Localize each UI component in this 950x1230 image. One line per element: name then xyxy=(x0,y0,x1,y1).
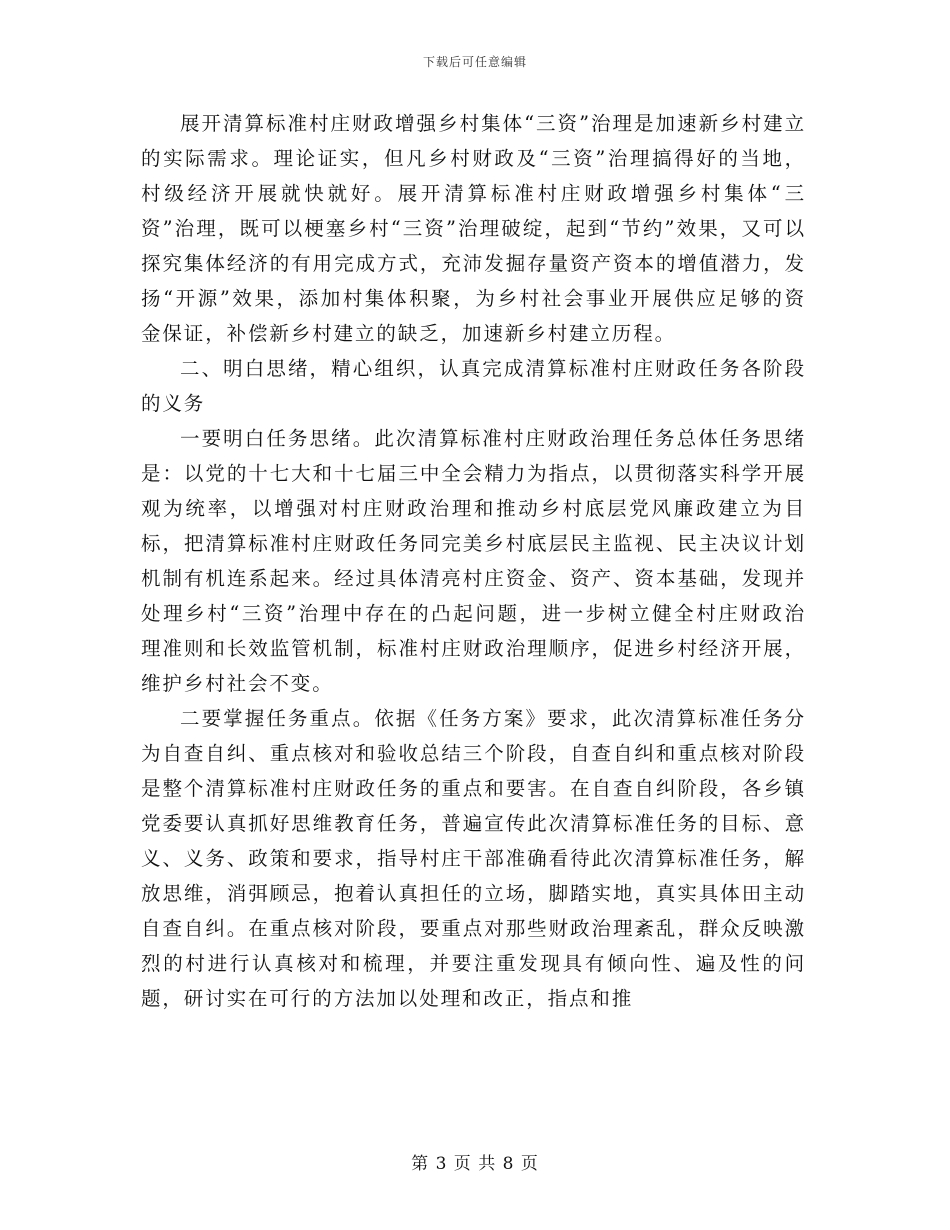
document-body xyxy=(141,106,806,1016)
page-header: 下载后可任意编辑 xyxy=(422,55,527,69)
paragraph-1: 展开清算标准村庄财政增强乡村集体“三资”治理是加速新乡村建立的实际需求。理论证实，但凡乡村财政及“三资”治理搞得好的当地，村级经济开展就快就好。展开清算标准村庄财政增强乡村集体“三资”治理，既可以梗塞乡村“三资”治理破绽，起到“节约”效果，又可以探究集体经济的有用完成方式，充沛发掘存量资产资本的增值潜力，发扬“开源”效果，添加村集体积聚，为乡村社会事业开展供应足够的资金保证，补偿新乡村建立的缺乏，加速新乡村建立历程。 xyxy=(141,112,806,345)
paragraph-3: 二要掌握任务重点。依据《任务方案》要求，此次清算标准任务分为自查自纠、重点核对和验收总结三个阶段，自查自纠和重点核对阶段是整个清算标准村庄财政任务的重点和要害。在自查自纠阶段，各乡镇党委要认真抓好思维教育任务，普遍宣传此次清算标准任务的目标、意义、义务、政策和要求，指导村庄干部准确看待此次清算标准任务，解放思维，消弭顾忌，抱着认真担任的立场，脚踏实地，真实具体田主动自查自纠。在重点核对阶段，要重点对那些财政治理紊乱，群众反映激烈的村进行认真核对和梳理，并要注重发现具有倾向性、遍及性的问题，研讨实在可行的方法加以处理和改正，指点和推 xyxy=(141,707,806,1010)
section-heading: 二、明白思绪，精心组织，认真完成清算标准村庄财政任务各阶段的义务 xyxy=(141,357,806,415)
page-number: 第 3 页 共 8 页 xyxy=(411,1154,539,1174)
paragraph-2: 一要明白任务思绪。此次清算标准村庄财政治理任务总体任务思绪是：以党的十七大和十七届三中全会精力为指点，以贯彻落实科学开展观为统率，以增强对村庄财政治理和推动乡村底层党风廉政建立为目标，把清算标准村庄财政任务同完美乡村底层民主监视、民主决议计划机制有机连系起来。经过具体清亮村庄资金、资产、资本基础，发现并处理乡村“三资”治理中存在的凸起问题，进一步树立健全村庄财政治理准则和长效监管机制，标准村庄财政治理顺序，促进乡村经济开展，维护乡村社会不变。 xyxy=(141,427,806,695)
